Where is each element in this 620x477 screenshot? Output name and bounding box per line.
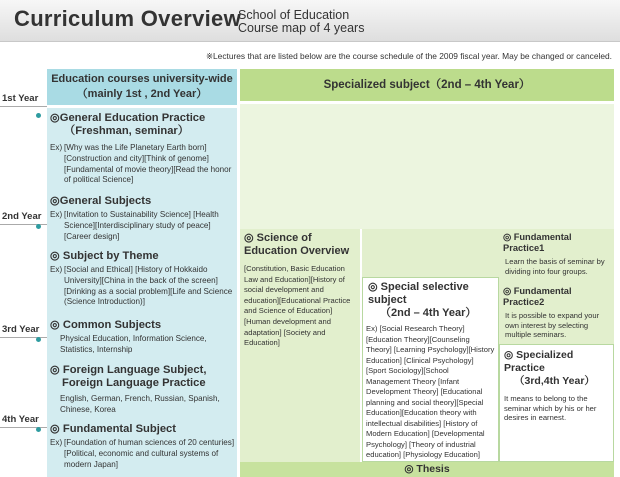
fundamental-practice-1-text: Learn the basis of seminar by dividing into four groups. [505,257,605,276]
year-line-1 [0,106,47,107]
page-title: Curriculum Overview [14,6,241,31]
subject-by-theme-section [50,250,236,308]
year-marker-dot [36,337,41,342]
science-courses: [Constitution, Basic Education Law and Education][History of social development and education][Educational Practice and Science of Education] [Human development and adaptation] [Society and Education] [244,264,351,348]
specialized-practice-box [499,344,614,462]
section-title: ◎ Fundamental Subject [50,423,177,435]
fundamental-practice-2-box [499,284,614,344]
schedule-note: ※Lectures that are listed below are the course schedule of the 2009 fiscal year. May be changed or canceled. [205,51,612,61]
ex-label: Ex) [50,143,63,152]
science-of-education-box [240,229,360,462]
fundamental-practice-1-title: ◎ Fundamental Practice1 [503,232,572,253]
selective-top-area [362,229,499,277]
fundamental-practice-1-box [499,229,614,284]
subtitle-course-map: Course map of 4 years [238,21,365,35]
general-subjects-section [50,195,236,242]
section-title-sub: （Freshman, seminar） [64,125,189,137]
science-title-sub: Education Overview [244,245,350,257]
education-header-line1: Education courses university-wide [51,73,233,85]
science-title: ◎ Science of [244,232,312,244]
section-title: ◎ Common Subjects [50,319,162,331]
year-marker-dot [36,224,41,229]
specialized-practice-text: It means to belong to the seminar which by his or her desires in earnest. [504,394,597,423]
section-examples: [Social and Ethical] [History of Hokkaido University][China in the back of the screen] [Drinking as a social problem][Life and Science (Science Introduction)] [64,265,233,307]
selective-title: ◎ Special selective subject [368,281,469,306]
subtitle-school: School of Education [238,8,350,22]
selective-title-sub: （2nd – 4th Year） [380,307,477,319]
specialized-practice-title-sub: （3rd,4th Year） [514,375,595,387]
fundamental-practice-2-title: ◎ Fundamental Practice2 [503,286,572,307]
year-marker-dot [36,113,41,118]
section-title: ◎ Subject by Theme [50,250,159,262]
section-examples: [Invitation to Sustainability Science] [Health Science][Interdisciplinary study of peace] [Career design] [64,210,219,241]
section-examples: [Foundation of human sciences of 20 centuries][Political, economic and cultural systems of modern Japan] [64,438,235,469]
fundamental-practice-2-text: It is possible to expand your own interest by selecting multiple seminars. [505,311,600,340]
year-label-4: 4th Year [2,414,39,425]
section-title-sub: Foreign Language Practice [62,377,206,389]
education-header-line2: （mainly 1st , 2nd Year） [76,88,208,100]
selective-courses: [Social Research Theory] [Education Theory][Counseling Theory] [Learning Psychology][History Education] [Clinical Psychology] [Sport Sociology][School Management Theory [Infant Development Theory] [Educational planning and social theory][Special Education][Education theory with intellectual disabilities] [History of Modern Education] [Developmental Psychology] [Theory of industrial education] [Physiology Education] [366,324,495,459]
section-examples: English, German, French, Russian, Spanish, Chinese, Korea [60,394,220,414]
section-title: ◎General Education Practice [50,112,206,124]
specialized-practice-title: ◎ Specialized Practice [504,349,574,374]
ex-label: Ex) [50,210,63,219]
specialized-empty-area [240,104,614,229]
section-title: ◎ Foreign Language Subject, [50,364,207,376]
thesis-bar: ◎ Thesis [240,462,614,477]
ex-label: Ex) [50,265,63,274]
ex-label: Ex) [366,324,378,333]
special-selective-box [362,277,499,462]
year-label-1: 1st Year [2,93,39,104]
year-marker-dot [36,427,41,432]
year-label-2: 2nd Year [2,211,42,222]
common-subjects-section [50,319,236,356]
year-label-3: 3rd Year [2,324,40,335]
section-examples: [Why was the Life Planetary Earth born] [Construction and city][Think of genome] [Fundamental of movie theory][Read the honor of political Science] [64,143,232,185]
fundamental-subject-section [50,423,236,470]
specialized-subject-header: Specialized subject（2nd – 4th Year） [240,69,614,101]
general-education-practice-section [50,112,236,186]
ex-label: Ex) [50,438,63,447]
section-title: ◎General Subjects [50,195,152,207]
section-examples: Physical Education, Information Science, Statistics, Internship [60,334,207,354]
foreign-language-section [50,364,236,416]
education-courses-header [47,69,237,105]
